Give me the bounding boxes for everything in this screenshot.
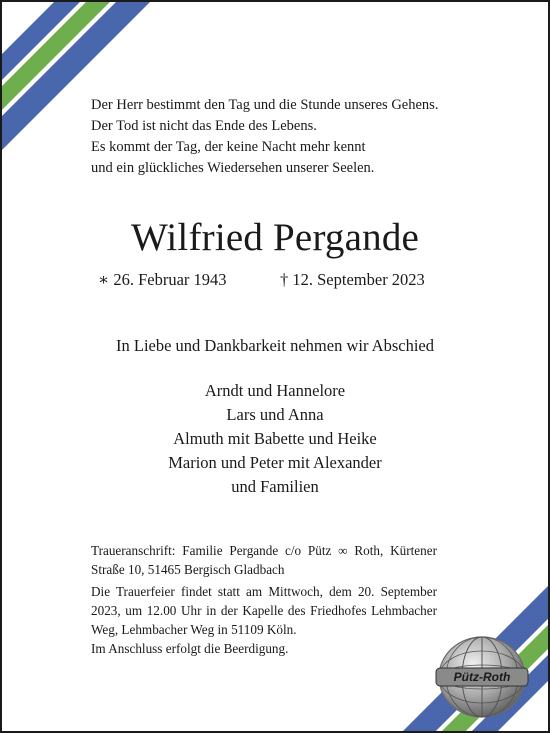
mourning-address: Traueranschrift: Familie Pergande c/o Pütz ∞ Roth, Kürtener Straße 10, 51465 Bergisch Gladbach bbox=[91, 543, 437, 577]
mourner-line: Marion und Peter mit Alexander bbox=[168, 453, 382, 472]
mourner-line: und Familien bbox=[231, 477, 319, 496]
globe-logo-icon bbox=[430, 634, 534, 720]
poem bbox=[91, 95, 438, 179]
poem-line: Der Tod ist nicht das Ende des Lebens. bbox=[91, 118, 317, 134]
mourners-list bbox=[2, 379, 548, 499]
death-date: † 12. September 2023 bbox=[280, 270, 425, 289]
deceased-name: Wilfried Pergande bbox=[130, 216, 420, 259]
address-block bbox=[91, 541, 437, 658]
farewell-intro: In Liebe und Dankbarkeit nehmen wir Abschied bbox=[116, 336, 434, 355]
mourner-line: Almuth mit Babette und Heike bbox=[173, 429, 377, 448]
funeral-service-info: Die Trauerfeier findet statt am Mittwoch, dem 20. September 2023, um 12.00 Uhr in der Kapelle des Friedhofes Lehmbacher Weg, Lehmbacher Weg in 51109 Köln. bbox=[91, 584, 437, 637]
poem-line: und ein glückliches Wiedersehen unserer Seelen. bbox=[91, 160, 375, 176]
birth-date: ∗ 26. Februar 1943 bbox=[98, 270, 227, 289]
poem-line: Der Herr bestimmt den Tag und die Stunde unseres Gehens. bbox=[91, 97, 439, 113]
poem-line: Es kommt der Tag, der keine Nacht mehr kennt bbox=[91, 139, 366, 155]
mourner-line: Lars und Anna bbox=[226, 405, 324, 424]
logo-text: Pütz-Roth bbox=[453, 670, 511, 684]
burial-info: Im Anschluss erfolgt die Beerdigung. bbox=[91, 641, 289, 656]
mourner-line: Arndt und Hannelore bbox=[204, 381, 346, 400]
